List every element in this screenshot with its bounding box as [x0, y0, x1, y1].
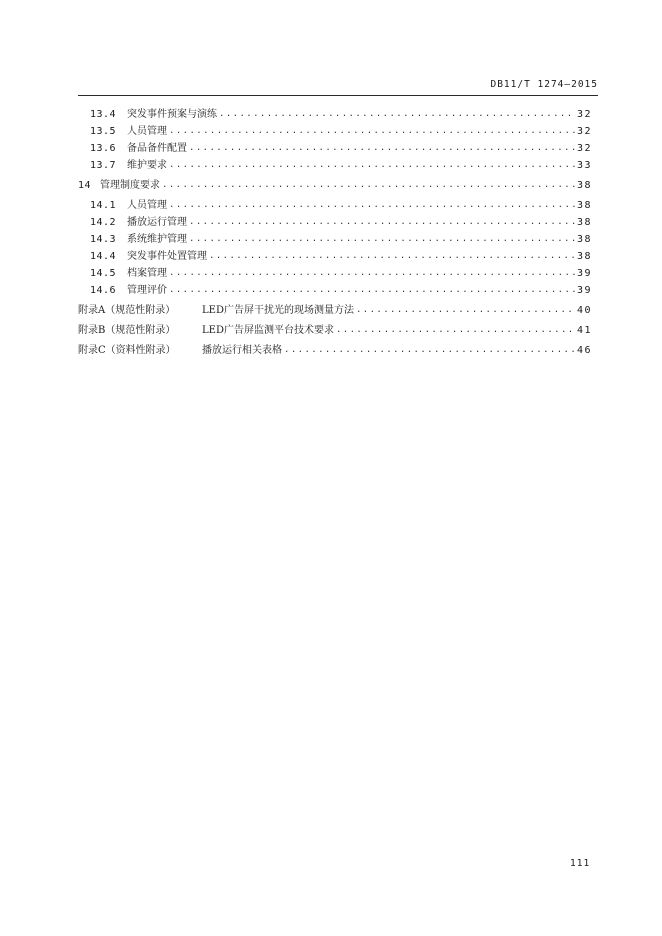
toc-entry-title: 系统维护管理 — [127, 234, 187, 245]
toc-entry-title: 备品备件配置 — [127, 143, 187, 154]
toc-entry-number: 13.6 — [90, 143, 117, 154]
leader-dots — [189, 214, 575, 231]
toc-entry-appendix-b[interactable] — [78, 322, 592, 339]
appendix-label: 附录A（规范性附录） — [78, 305, 176, 316]
leader-dots — [169, 265, 575, 282]
leader-dots — [284, 342, 575, 359]
leader-dots — [169, 123, 575, 140]
toc-entry-number: 14.4 — [90, 251, 117, 262]
toc-entry-number: 13.7 — [90, 160, 117, 171]
toc-entry-14-4[interactable] — [78, 248, 592, 265]
toc-entry-13-7[interactable] — [78, 157, 592, 174]
toc-entry-title: LED广告屏监测平台技术要求 — [202, 325, 334, 336]
toc-entry-number: 14.5 — [90, 268, 117, 279]
toc-entry-number: 14.6 — [90, 285, 117, 296]
appendix-label: 附录C（资料性附录） — [78, 345, 176, 356]
toc-entry-title: 档案管理 — [127, 268, 167, 279]
toc-entry-appendix-a[interactable] — [78, 302, 592, 319]
toc-entry-page: 32 — [576, 109, 592, 120]
toc-entry-page: 33 — [576, 160, 592, 171]
leader-dots — [219, 106, 575, 123]
toc-entry-title: LED广告屏干扰光的现场测量方法 — [202, 305, 354, 316]
toc-entry-14[interactable] — [78, 177, 592, 194]
toc-entry-number: 14.3 — [90, 234, 117, 245]
toc-entry-14-2[interactable] — [78, 214, 592, 231]
toc-entry-title: 管理评价 — [127, 285, 167, 296]
toc-entry-number: 13.5 — [90, 126, 117, 137]
toc-entry-page: 38 — [576, 217, 592, 228]
leader-dots — [356, 302, 575, 319]
toc-entry-page: 38 — [576, 251, 592, 262]
toc-entry-page: 38 — [576, 234, 592, 245]
toc-entry-page: 40 — [576, 305, 592, 316]
toc-entry-title: 播放运行管理 — [127, 217, 187, 228]
leader-dots — [336, 322, 575, 339]
document-code: DB11/T 1274—2015 — [490, 79, 598, 90]
toc-entry-14-5[interactable] — [78, 265, 592, 282]
toc-entry-page: 39 — [576, 268, 592, 279]
toc-entry-page: 32 — [576, 126, 592, 137]
table-of-contents — [78, 106, 592, 359]
leader-dots — [169, 197, 575, 214]
toc-entry-title: 突发事件处置管理 — [127, 251, 207, 262]
toc-entry-page: 38 — [576, 200, 592, 211]
toc-entry-number: 13.4 — [90, 109, 117, 120]
toc-entry-14-6[interactable] — [78, 282, 592, 299]
appendix-label: 附录B（规范性附录） — [78, 325, 176, 336]
toc-entry-title: 人员管理 — [127, 200, 167, 211]
toc-entry-page: 41 — [576, 325, 592, 336]
toc-entry-14-3[interactable] — [78, 231, 592, 248]
toc-entry-number: 14.1 — [90, 200, 117, 211]
toc-entry-13-6[interactable] — [78, 140, 592, 157]
leader-dots — [189, 231, 575, 248]
toc-entry-page: 38 — [576, 180, 592, 191]
toc-entry-appendix-c[interactable] — [78, 342, 592, 359]
leader-dots — [162, 177, 575, 194]
toc-entry-number: 14 — [78, 180, 92, 191]
toc-entry-title: 人员管理 — [127, 126, 167, 137]
toc-entry-13-4[interactable] — [78, 106, 592, 123]
leader-dots — [209, 248, 575, 265]
toc-entry-title: 维护要求 — [127, 160, 167, 171]
toc-entry-13-5[interactable] — [78, 123, 592, 140]
page-number: 111 — [570, 858, 591, 869]
toc-entry-title: 管理制度要求 — [100, 180, 160, 191]
header-rule — [78, 95, 598, 96]
toc-entry-number: 14.2 — [90, 217, 117, 228]
leader-dots — [169, 157, 575, 174]
toc-entry-page: 39 — [576, 285, 592, 296]
toc-entry-title: 播放运行相关表格 — [202, 345, 282, 356]
leader-dots — [189, 140, 575, 157]
toc-entry-14-1[interactable] — [78, 197, 592, 214]
leader-dots — [169, 282, 575, 299]
toc-entry-page: 46 — [576, 345, 592, 356]
toc-entry-title: 突发事件预案与演练 — [127, 109, 217, 120]
toc-entry-page: 32 — [576, 143, 592, 154]
